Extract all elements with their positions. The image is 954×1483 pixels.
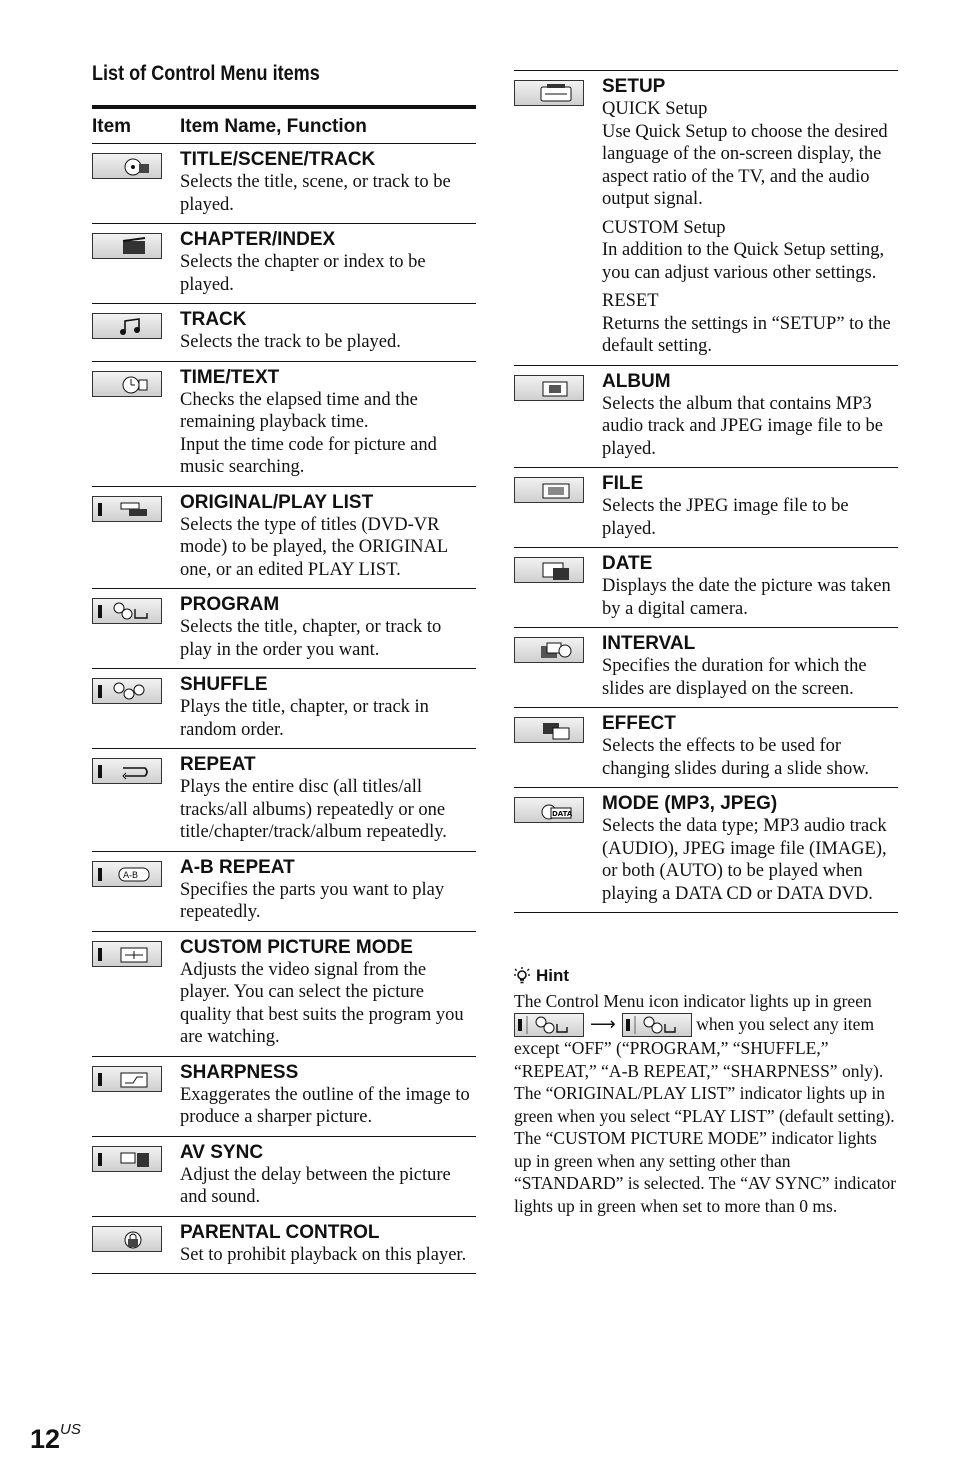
program-indicator-on-icon (622, 1013, 692, 1037)
item-function-paragraph: Selects the title, scene, or track to be played. (180, 172, 451, 215)
item-function (180, 251, 476, 296)
item-function (180, 616, 476, 661)
sharpness-icon (92, 1066, 162, 1092)
icon-cell (92, 1066, 164, 1094)
item-function-paragraph: Selects the chapter or index to be played. (180, 252, 426, 295)
item-name: REPEAT (180, 754, 256, 775)
item-text (180, 1062, 476, 1129)
hint-details: when you select any item except “OFF” (“PROGRAM,” “SHUFFLE,” “REPEAT,” “A-B REPEAT,” “SHARPNESS” only). The “ORIGINAL/PLAY LIST” indicator lights up in green when you select “PLAY LIST” (default setting). The “CUSTOM PICTURE MODE” indicator lights up in green when any setting other than “STANDARD” is selected. The “AV SYNC” indicator lights up in green when set to more than 0 ms. (514, 1013, 897, 1216)
hint-lead: The Control Menu icon indicator lights up in green (514, 991, 872, 1011)
item-text (180, 309, 476, 354)
menu-item-row (92, 589, 476, 669)
item-function-paragraph: Adjusts the video signal from the player. You can select the picture quality that best suits the program you are watching. (180, 959, 464, 1047)
item-function-paragraph: Set to prohibit playback on this player. (180, 1244, 467, 1265)
menu-item-row (92, 362, 476, 487)
program-indicator-off-icon (514, 1013, 584, 1037)
item-text (180, 229, 476, 296)
item-function (180, 959, 476, 1049)
page-number (30, 1421, 81, 1455)
control-menu-table-right (514, 70, 898, 913)
page-number-suffix: US (60, 1421, 81, 1438)
menu-item-row (514, 788, 898, 913)
icon-cell (514, 375, 586, 403)
icon-cell (514, 80, 586, 108)
item-text (180, 367, 476, 479)
arrow-right-icon: ⟶ (590, 1014, 616, 1036)
item-name: DATE (602, 553, 653, 574)
item-name: ALBUM (602, 370, 671, 392)
item-name: FILE (602, 473, 644, 494)
item-text (180, 1142, 476, 1209)
time-text-icon (92, 371, 162, 397)
item-function (602, 735, 898, 780)
item-function (602, 393, 898, 461)
icon-cell (92, 1146, 164, 1174)
item-function-paragraph: Plays the title, chapter, or track in random order. (180, 697, 429, 740)
item-text (180, 594, 476, 661)
item-function (602, 98, 898, 358)
menu-item-row (514, 548, 898, 628)
icon-cell (92, 598, 164, 626)
menu-item-row (92, 749, 476, 852)
item-function (180, 1084, 476, 1129)
parental-control-icon (92, 1226, 162, 1252)
item-name: TIME/TEXT (180, 366, 280, 388)
menu-item-row (514, 468, 898, 548)
menu-item-row (514, 70, 898, 366)
item-name: SETUP (602, 76, 666, 97)
icon-cell (92, 313, 164, 341)
item-text (180, 857, 476, 924)
icon-cell (92, 861, 164, 889)
program-icon (92, 598, 162, 624)
icon-cell (92, 1226, 164, 1254)
effect-icon (514, 717, 584, 743)
menu-item-row (92, 1137, 476, 1217)
item-function (602, 655, 898, 700)
hint-text (514, 990, 898, 1217)
header-item-name-function: Item Name, Function (180, 116, 367, 137)
chapter-index-icon (92, 233, 162, 259)
interval-icon (514, 637, 584, 663)
item-function (180, 514, 476, 582)
hint-box (514, 966, 898, 1217)
item-text (602, 371, 898, 461)
item-name: TRACK (180, 309, 247, 330)
menu-item-row (92, 1057, 476, 1137)
item-name: PROGRAM (180, 594, 280, 615)
hint-title (514, 966, 898, 986)
item-function-paragraph: QUICK Setup Use Quick Setup to choose the desired language of the on-screen display, the aspect ratio of the TV, and the audio output signal. (602, 99, 888, 209)
repeat-icon (92, 758, 162, 784)
header-item: Item (92, 116, 132, 137)
icon-cell (92, 233, 164, 261)
icon-cell (92, 758, 164, 786)
item-function-paragraph: Selects the track to be played. (180, 332, 401, 352)
item-text (602, 713, 898, 780)
item-text (602, 76, 898, 358)
track-icon (92, 313, 162, 339)
item-function (180, 1164, 476, 1209)
icon-cell (514, 717, 586, 745)
item-name: A-B REPEAT (180, 856, 295, 878)
menu-item-row (92, 224, 476, 304)
page-number-value: 12 (30, 1424, 61, 1454)
svg-text:A-B: A-B (123, 870, 139, 881)
item-text (602, 473, 898, 540)
hint-label: Hint (536, 966, 570, 985)
item-function (602, 815, 898, 905)
item-function-paragraph: Selects the title, chapter, or track to play in the order you want. (180, 617, 442, 660)
item-name: CUSTOM PICTURE MODE (180, 936, 413, 958)
menu-item-row (92, 932, 476, 1057)
item-function-paragraph: Specifies the duration for which the slides are displayed on the screen. (602, 656, 867, 699)
menu-item-row (514, 366, 898, 469)
item-function (180, 1244, 476, 1267)
item-text (180, 149, 476, 216)
item-function-paragraph: Plays the entire disc (all titles/all tracks/all albums) repeatedly or one title/chapter/track/album repeatedly. (180, 777, 447, 842)
item-text (602, 553, 898, 620)
date-icon (514, 557, 584, 583)
menu-item-row (92, 1217, 476, 1275)
item-function (180, 331, 476, 354)
item-text (180, 754, 476, 844)
item-function (180, 776, 476, 844)
control-menu-table-left (92, 105, 476, 1274)
item-text (180, 492, 476, 582)
table-header (92, 105, 476, 144)
item-text (180, 1222, 476, 1267)
section-title: List of Control Menu items (92, 62, 320, 85)
av-sync-icon (92, 1146, 162, 1172)
album-icon (514, 375, 584, 401)
shuffle-icon (92, 678, 162, 704)
item-text (602, 793, 898, 905)
item-text (602, 633, 898, 700)
item-name: MODE (MP3, JPEG) (602, 793, 778, 814)
item-name: SHUFFLE (180, 674, 268, 695)
item-function-paragraph: Selects the type of titles (DVD-VR mode) to be played, the ORIGINAL one, or an edited PLAY LIST. (180, 514, 448, 580)
custom-picture-mode-icon (92, 941, 162, 967)
setup-icon (514, 80, 584, 106)
icon-cell (514, 797, 586, 825)
icon-cell (92, 371, 164, 399)
item-function-paragraph: Exaggerates the outline of the image to produce a sharper picture. (180, 1084, 470, 1127)
item-function-paragraph: RESET Returns the settings in “SETUP” to the default setting. (602, 291, 891, 356)
icon-cell (514, 557, 586, 585)
mode-mp3-jpeg-icon (514, 797, 584, 823)
item-function-paragraph: Adjust the delay between the picture and sound. (180, 1164, 451, 1207)
item-function-paragraph: Selects the album that contains MP3 audio track and JPEG image file to be played. (602, 393, 884, 459)
item-function-paragraph: CUSTOM Setup In addition to the Quick Setup setting, you can adjust various other settings. (602, 217, 885, 283)
item-name: INTERVAL (602, 633, 696, 654)
menu-item-row (92, 487, 476, 590)
item-function (602, 495, 898, 540)
lightbulb-icon (514, 967, 530, 985)
icon-cell (92, 678, 164, 706)
item-text (180, 674, 476, 741)
menu-item-row (514, 628, 898, 708)
item-name: AV SYNC (180, 1141, 264, 1163)
item-function-paragraph: Selects the effects to be used for changing slides during a slide show. (602, 736, 870, 779)
item-function (180, 696, 476, 741)
item-function-paragraph: Selects the data type; MP3 audio track (AUDIO), JPEG image file (IMAGE), or both (AUTO) to be played when playing a DATA CD or DATA DVD. (602, 816, 887, 904)
item-function (180, 879, 476, 924)
svg-text:DATA: DATA (552, 810, 573, 818)
item-function-paragraph: Selects the JPEG image file to be played. (602, 496, 849, 539)
file-icon (514, 477, 584, 503)
a-b-repeat-icon (92, 861, 162, 887)
item-function-paragraph: Specifies the parts you want to play repeatedly. (180, 879, 445, 922)
original-play-list-icon (92, 496, 162, 522)
menu-item-row (92, 304, 476, 362)
item-function-paragraph: Displays the date the picture was taken by a digital camera. (602, 576, 891, 619)
item-name: SHARPNESS (180, 1061, 299, 1083)
item-name: CHAPTER/INDEX (180, 229, 336, 250)
item-name: ORIGINAL/PLAY LIST (180, 491, 374, 513)
icon-cell (92, 496, 164, 524)
item-function (180, 171, 476, 216)
item-name: TITLE/SCENE/TRACK (180, 149, 376, 170)
menu-item-row (92, 144, 476, 224)
item-name: PARENTAL CONTROL (180, 1221, 380, 1243)
item-function (180, 389, 476, 479)
icon-cell (514, 477, 586, 505)
item-name: EFFECT (602, 713, 676, 734)
title-scene-track-icon (92, 153, 162, 179)
item-text (180, 937, 476, 1049)
icon-cell (514, 637, 586, 665)
icon-cell (92, 153, 164, 181)
item-function-paragraph: Checks the elapsed time and the remaining playback time. Input the time code for picture and music searching. (180, 389, 437, 477)
menu-item-row (92, 669, 476, 749)
item-function (602, 575, 898, 620)
menu-item-row (92, 852, 476, 932)
icon-cell (92, 941, 164, 969)
menu-item-row (514, 708, 898, 788)
